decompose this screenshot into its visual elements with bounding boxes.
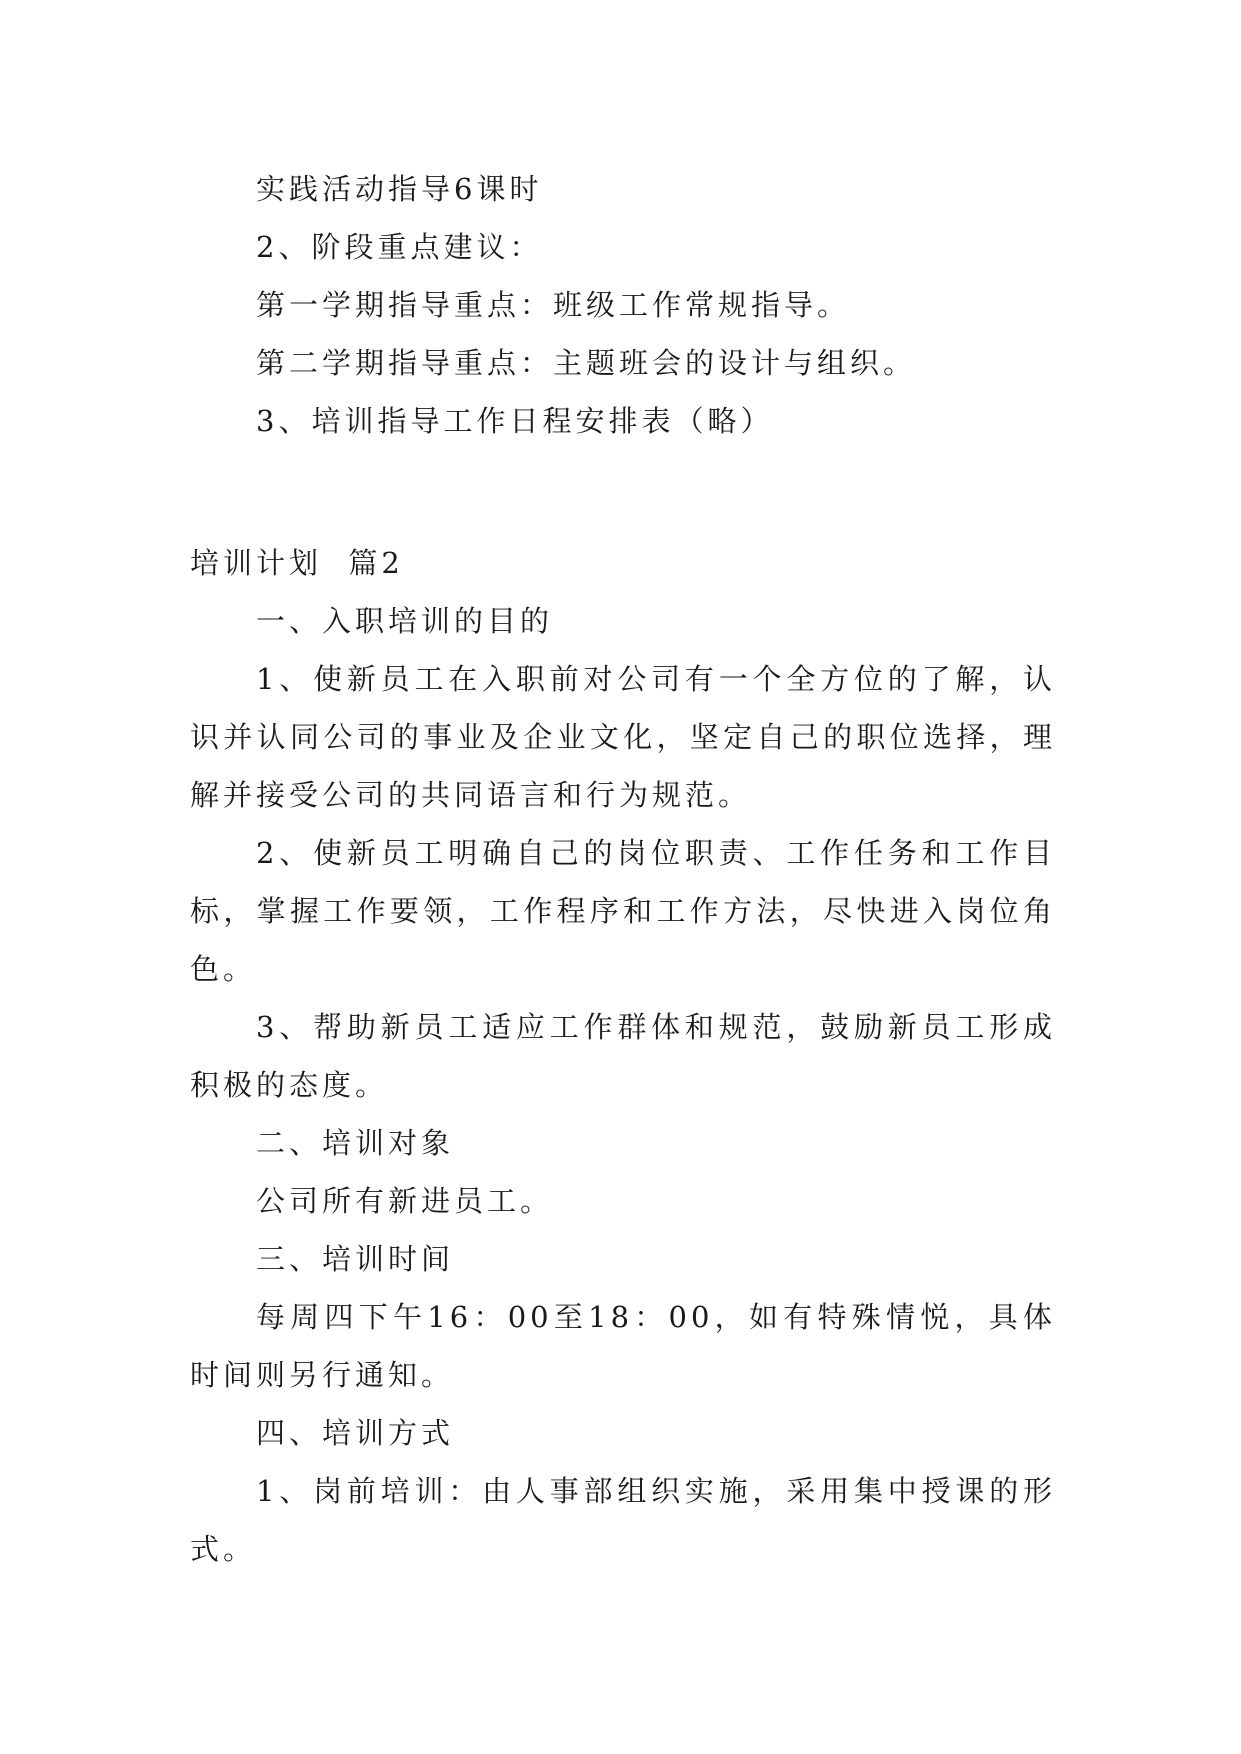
text-line: 第一学期指导重点：班级工作常规指导。 (256, 288, 851, 322)
paragraph: 2、使新员工明确自己的岗位职责、工作任务和工作目标，掌握工作要领，工作程序和工作方法，尽快进入岗位角色。 (190, 836, 1056, 986)
paragraph: 3、帮助新员工适应工作群体和规范，鼓励新员工形成积极的态度。 (190, 1010, 1056, 1102)
section-title: 培训计划 篇2 (190, 546, 404, 580)
text-line: 2、阶段重点建议： (256, 230, 543, 264)
text-line: 第二学期指导重点：主题班会的设计与组织。 (256, 346, 917, 380)
paragraph: 公司所有新进员工。 (256, 1184, 554, 1218)
text-line: 3、培训指导工作日程安排表（略） (256, 404, 774, 438)
section-heading: 二、培训对象 (256, 1126, 455, 1160)
document-body (190, 160, 1056, 1578)
paragraph: 1、岗前培训：由人事部组织实施，采用集中授课的形式。 (190, 1474, 1056, 1566)
text-line: 实践活动指导6课时 (256, 172, 543, 206)
section-gap (190, 450, 1056, 534)
section-heading: 四、培训方式 (256, 1416, 455, 1450)
paragraph: 每周四下午16：00至18：00，如有特殊情悦，具体时间则另行通知。 (190, 1300, 1056, 1392)
section-heading: 三、培训时间 (256, 1242, 455, 1276)
paragraph: 1、使新员工在入职前对公司有一个全方位的了解，认识并认同公司的事业及企业文化，坚定自己的职位选择，理解并接受公司的共同语言和行为规范。 (190, 662, 1056, 812)
section-heading: 一、入职培训的目的 (256, 604, 554, 638)
